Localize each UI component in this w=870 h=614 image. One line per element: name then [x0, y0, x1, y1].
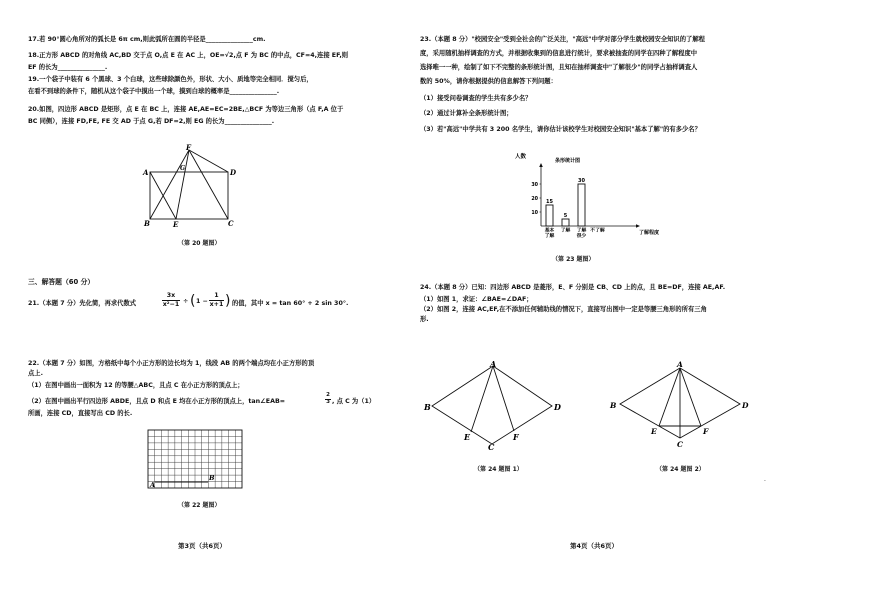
question-17: 17.若 90°圆心角所对的弧长是 6π cm,则此弧所在圆的半径是_______________cm.: [28, 36, 266, 43]
fig20-label-b: B: [144, 219, 150, 228]
q21-text: 21.（本题 7 分）先化简，再求代数式: [28, 300, 137, 307]
q21-tail: 的值，其中 x = tan 60° + 2 sin 30°.: [232, 300, 349, 307]
chart-title: 条形统计图: [555, 158, 581, 164]
question-23-line4: 数的 50%，请你根据提供的信息解答下列问题：: [420, 78, 557, 85]
chart-x-axis-arrow: [636, 224, 640, 228]
question-23-line1: 23.（本题 8 分）"校园安全"受到全社会的广泛关注，"高远"中学对部分学生就校园安全知识的了解程: [420, 36, 705, 43]
rectangle-abcd: [150, 172, 228, 219]
chart-y-tick-label: 10: [531, 211, 538, 216]
figure-22-grid: [148, 430, 242, 488]
question-24-sub1: （1）如图 1，求证：∠BAE=∠DAF；: [420, 296, 533, 303]
segment-af: [493, 366, 514, 431]
fig24-2-label-c: C: [677, 440, 683, 449]
segment-ae: [471, 366, 493, 432]
figure-24-1: [424, 360, 574, 450]
question-24-line1: 24.（本题 8 分）已知：四边形 ABCD 是菱形，E、F 分别是 CB、CD 上的点，且 BE=DF，连接 AE,AF.: [420, 284, 726, 291]
question-23-line3: 选择唯一一种，绘制了如下不完整的条形统计图，且知在抽样调查中"了解很少"的同学占抽样调查人: [420, 64, 698, 71]
figure-22-caption: （第 22 题图）: [178, 502, 221, 509]
q22-sub2-tail: , 点 C 为（1）: [332, 398, 376, 405]
segment-af: [680, 368, 701, 426]
fig20-label-a: A: [143, 168, 149, 177]
chart-bar: [546, 205, 553, 226]
segment-ae: [659, 368, 680, 426]
question-22-line2: 点上.: [28, 370, 43, 377]
section-3-heading: 三、解答题（60 分）: [28, 278, 95, 286]
chart-y-tick-label: 20: [531, 197, 538, 202]
q22-frac-num: 2: [326, 392, 330, 398]
chart-category-label: 基本: [544, 228, 555, 234]
question-23-sub2: （2）通过计算补全条形统计图；: [420, 110, 513, 117]
chart-data-label: 15: [546, 199, 553, 205]
fig24-2-label-a: A: [677, 360, 683, 369]
chart-y-tick-label: 30: [531, 183, 538, 188]
question-22-sub2-line2: 所画，连接 CD，直接写出 CD 的长.: [28, 410, 133, 417]
figure-23-caption: （第 23 题图）: [552, 256, 595, 263]
segment-fb: [150, 150, 189, 219]
question-24-sub2-line2: 形.: [420, 316, 429, 323]
question-22-sub1: （1）在图中画出一面积为 12 的等腰△ABC，且点 C 在小正方形的顶点上；: [28, 382, 244, 389]
chart-y-axis-arrow: [539, 163, 543, 167]
q21-paren-close: ): [225, 293, 231, 309]
question-22-line1: 22.（本题 7 分）如图，方格纸中每个小正方形的边长均为 1，线段 AB 的两个端点均在小正方形的顶: [28, 360, 315, 367]
fig20-label-f: F: [186, 143, 191, 152]
figure-20: [140, 143, 260, 229]
figure-23-bar-chart: [515, 148, 665, 248]
fig20-label-e: E: [173, 220, 179, 229]
fig20-label-d: D: [230, 168, 237, 177]
question-23-sub3: （3）若"高远"中学共有 3 200 名学生，请你估计该校学生对校园安全知识"基本了解"的有多少名？: [420, 126, 701, 133]
chart-data-label: 30: [578, 178, 585, 184]
q22-sub2-text: （2）在图中画出平行四边形 ABDE，且点 D 和点 E 均在小正方形的顶点上，tan∠EAB=: [28, 398, 286, 405]
question-20-line2: BC 同侧），连接 FD,FE, FE 交 AD 于点 G,若 DF=2,则 EG 的长为_______________.: [28, 118, 275, 125]
fig24-1-label-e: E: [464, 432, 471, 442]
q21-frac1-num: 3x: [166, 292, 176, 299]
segment-fc: [189, 150, 228, 219]
question-18-line1: 18.正方形 ABCD 的对角线 AC,BD 交于点 O,点 E 在 AC 上，OE=√2,点 F 为 BC 的中点，CF=4,连接 EF,则: [28, 52, 349, 59]
page-footer-3: 第3页（共6页）: [178, 542, 227, 550]
fig24-1-label-a: A: [490, 359, 497, 369]
chart-category-label: 很少: [576, 234, 587, 239]
question-19-line2: 在看不到球的条件下，随机从这个袋子中摸出一个球，摸到白球的概率是_______________.: [28, 88, 280, 95]
q21-frac1-den: x²−1: [162, 301, 180, 308]
chart-data-label: 5: [563, 213, 568, 219]
fig20-label-c: C: [228, 219, 234, 228]
q21-one-minus: 1 −: [196, 298, 208, 305]
fig24-2-label-b: B: [610, 401, 617, 410]
figure-24-2-caption: （第 24 题图 2）: [656, 466, 705, 473]
q21-frac2-num: 1: [214, 292, 219, 299]
fig24-1-label-f: F: [513, 432, 519, 442]
question-19-line1: 19.一个袋子中装有 6 个黑球、3 个白球，这些球除颜色外，形状、大小、质地等完全相同．搅匀后，: [28, 76, 313, 83]
question-20-line1: 20.如图，四边形 ABCD 是矩形，点 E 在 BC 上，连接 AE,AE=EC=2BE,△BCF 为等边三角形（点 F,A 位于: [28, 106, 344, 113]
segment-fe: [176, 150, 189, 219]
chart-y-axis-label: 人数: [515, 154, 527, 160]
fig24-1-label-b: B: [424, 402, 431, 412]
fig24-2-label-e: E: [651, 427, 657, 436]
left-page: [0, 0, 430, 614]
page-footer-4: 第4页（共6页）: [570, 542, 619, 550]
chart-category-label: 不了解: [590, 228, 605, 234]
q21-frac2-den: x+1: [209, 301, 224, 308]
chart-bar: [578, 184, 585, 226]
chart-category-label: 了解: [576, 228, 587, 234]
fig22-label-b: B: [209, 474, 215, 482]
question-23-line2: 度，采用随机抽样调查的方式，并根据收集到的信息进行统计，要求被抽查的同学在四种了解程度中: [420, 50, 698, 57]
rhombus-abcd: [432, 366, 552, 444]
fig20-label-g: G: [180, 165, 186, 172]
right-page: [420, 0, 870, 614]
question-23-sub1: （1）接受问卷调查的学生共有多少名？: [420, 95, 532, 102]
chart-x-axis-label: 了解程度: [639, 230, 660, 236]
fig24-2-label-f: F: [703, 427, 709, 436]
question-18-line2: EF 的长为_______________.: [28, 64, 108, 71]
fig22-label-a: A: [150, 481, 156, 489]
q22-frac-den: 3: [326, 399, 330, 405]
figure-24-1-caption: （第 24 题图 1）: [474, 466, 523, 473]
fig24-1-label-d: D: [554, 402, 561, 412]
fig24-2-label-d: D: [742, 401, 749, 410]
figure-20-caption: （第 20 题图）: [178, 240, 221, 247]
stray-dot: ·: [764, 478, 766, 485]
fig24-1-label-c: C: [488, 442, 495, 452]
q21-divide: ÷: [183, 298, 189, 305]
question-24-sub2-line1: （2）如图 2，连接 AC,EF,在不添加任何辅助线的情况下，直接写出图中一定是等腰三角形的所有三角: [420, 306, 707, 313]
chart-bar: [562, 219, 569, 226]
chart-category-label: 了解: [544, 234, 555, 239]
chart-category-label: 了解: [560, 228, 571, 234]
figure-24-2: [602, 362, 752, 452]
q21-paren-open: (: [190, 293, 196, 309]
